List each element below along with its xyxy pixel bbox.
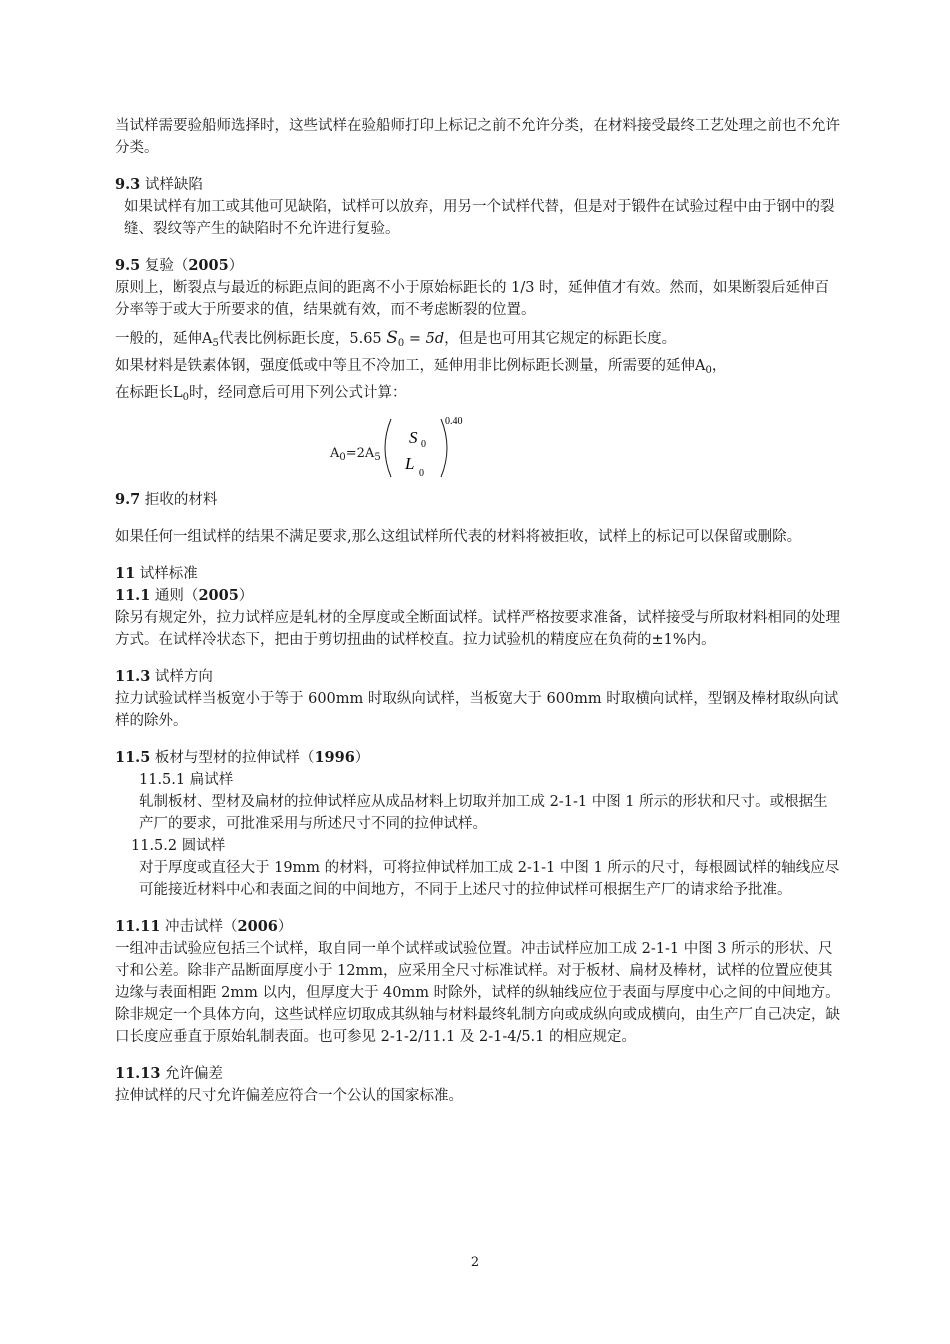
section-title: 试样标准 [135, 566, 198, 582]
section-11-1-heading [115, 585, 840, 607]
section-9-3-heading [115, 174, 840, 196]
formula-rest: = 5d [404, 331, 445, 347]
section-title: 板材与型材的拉伸试样（ [150, 750, 315, 766]
section-number: 9.7 [115, 491, 141, 508]
intro-paragraph: 当试样需要验船师选择时，这些试样在验船师打印上标记之前不允许分类，在材料接受最终工艺处理之前也不允许分类。 [115, 118, 840, 156]
paren-close: ） [238, 588, 254, 604]
text-part: ，但是也可用其它规定的标距长度。 [444, 331, 677, 347]
numerator: S [409, 428, 418, 447]
text-part: 一般的，延伸A [115, 331, 213, 347]
section-title: 试样缺陷 [140, 177, 203, 193]
section-9-5-heading [115, 255, 840, 277]
right-paren [441, 419, 447, 477]
formula-fraction [377, 413, 497, 483]
section-number: 9.5 [115, 257, 141, 274]
section-11-13-text: 拉伸试样的尺寸允许偏差应符合一个公认的国家标准。 [115, 1088, 463, 1104]
section-number: 11.5 [115, 749, 151, 766]
section-11-3-heading [115, 666, 840, 688]
text-part: 代表比例标距长度，5.65 [218, 331, 387, 347]
section-11-heading [115, 563, 840, 585]
text-part: ， [711, 358, 727, 374]
paren-close: ） [277, 919, 293, 935]
denominator-sub: 0 [419, 468, 424, 479]
section-number: 11.13 [115, 1065, 161, 1082]
section-year: 1996 [314, 749, 355, 766]
section-11-3-text: 拉力试验试样当板宽小于等于 600mm 时取纵向试样，当板宽大于 600mm 时取横向试样，型钢及棒材取纵向试样的除外。 [115, 691, 839, 729]
document-page [115, 115, 840, 1107]
section-11-5-1-text: 轧制板材、型材及扁材的拉伸试样应从成品材料上切取并加工成 2-1-1 中图 1 所示的形状和尺寸。或根据生产厂的要求，可批准采用与所述尺寸不同的拉伸试样。 [139, 794, 828, 832]
left-paren [385, 419, 391, 477]
section-9-7-heading [115, 489, 840, 511]
section-number: 11.1 [115, 587, 151, 604]
subscript: 0 [397, 338, 405, 349]
section-title: 拒收的材料 [140, 492, 218, 508]
formula-lhs: $A_0=2A_5$ [330, 446, 381, 463]
subscript: 5 [212, 338, 219, 349]
section-number: 11.3 [115, 668, 151, 685]
text-part: 时，经同意后可用下列公式计算： [189, 385, 407, 401]
section-year: 2006 [237, 918, 278, 935]
section-title: 复验（ [140, 258, 189, 274]
section-title: 允许偏差 [160, 1066, 224, 1082]
section-11-11-text: 一组冲击试验应包括三个试样，取自同一单个试样或试验位置。冲击试样应加工成 2-1-1 中图 3 所示的形状、尺寸和公差。除非产品断面厚度小于 12mm，应采用全尺寸标准试样。对于板材、扁材及棒材，试样的位置应使其边缘与表面相距 2mm 以内，但厚度大于 40mm 时除外，试样的纵轴线应位于表面与厚度中心之间的中间地方。除非规定一个具体方向，这些试样应切取成其纵轴与材料最终轧制方向或成纵向或成横向，由生产厂自己决定，缺口长度应垂直于原始轧制表面。也可参见 2-1-2/11.1 及 2-1-4/5.1 的相应规定。 [115, 941, 840, 1045]
exponent: 0.40 [445, 416, 463, 427]
section-title: 冲击试样（ [160, 919, 238, 935]
section-9-5-text4 [115, 382, 840, 409]
subscript: 0 [705, 365, 712, 376]
section-number: 11.11 [115, 918, 161, 935]
section-11-5-2-title: 11.5.2 圆试样 [131, 838, 226, 854]
section-year: 2005 [188, 257, 229, 274]
section-9-5-text2 [115, 327, 840, 355]
section-11-5-1-title: 11.5.1 扁试样 [139, 772, 234, 788]
numerator-sub: 0 [421, 439, 426, 450]
section-number: 11 [115, 565, 136, 582]
section-11-13-heading [115, 1063, 840, 1085]
paren-close: ） [228, 258, 244, 274]
page-number: 2 [470, 1255, 480, 1270]
section-9-3-text: 如果试样有加工或其他可见缺陷，试样可以放弃，用另一个试样代替，但是对于锻件在试验过程中由于钢中的裂缝、裂纹等产生的缺陷时不允许进行复验。 [124, 199, 835, 237]
formula-s: S [386, 328, 398, 348]
section-year: 2005 [198, 587, 239, 604]
section-9-5-text1: 原则上，断裂点与最近的标距点间的距离不小于原始标距长的 1/3 时，延伸值才有效。然而，如果断裂后延伸百分率等于或大于所要求的值，结果就有效，而不考虑断裂的位置。 [115, 280, 830, 318]
section-11-1-text: 除另有规定外，拉力试样应是轧材的全厚度或全断面试样。试样严格按要求准备，试样接受与所取材料相同的处理方式。在试样冷状态下，把由于剪切扭曲的试样校直。拉力试验机的精度应在负荷的±1%内。 [115, 610, 840, 648]
section-11-5-2-text: 对于厚度或直径大于 19mm 的材料，可将拉伸试样加工成 2-1-1 中图 1 所示的尺寸，每根圆试样的轴线应尽可能接近材料中心和表面之间的中间地方，不同于上述尺寸的拉伸试样可根据生产厂的请求给予批准。 [139, 860, 840, 898]
section-number: 9.3 [115, 176, 141, 193]
section-9-5-text3 [115, 355, 840, 382]
section-title: 试样方向 [150, 669, 213, 685]
denominator: L [405, 454, 415, 473]
subscript: 0 [182, 392, 190, 403]
text-part: 在标距长L [115, 385, 183, 401]
section-title: 通则（ [150, 588, 199, 604]
elongation-formula [115, 413, 840, 483]
section-9-7-text: 如果任何一组试样的结果不满足要求,那么这组试样所代表的材料将被拒收，试样上的标记可以保留或删除。 [115, 529, 802, 545]
paren-close: ） [354, 750, 370, 766]
section-11-5-heading [115, 747, 840, 769]
text-part: 如果材料是铁素体钢，强度低或中等且不冷加工，延伸用非比例标距长测量，所需要的延伸A [115, 358, 706, 374]
section-11-11-heading [115, 916, 840, 938]
